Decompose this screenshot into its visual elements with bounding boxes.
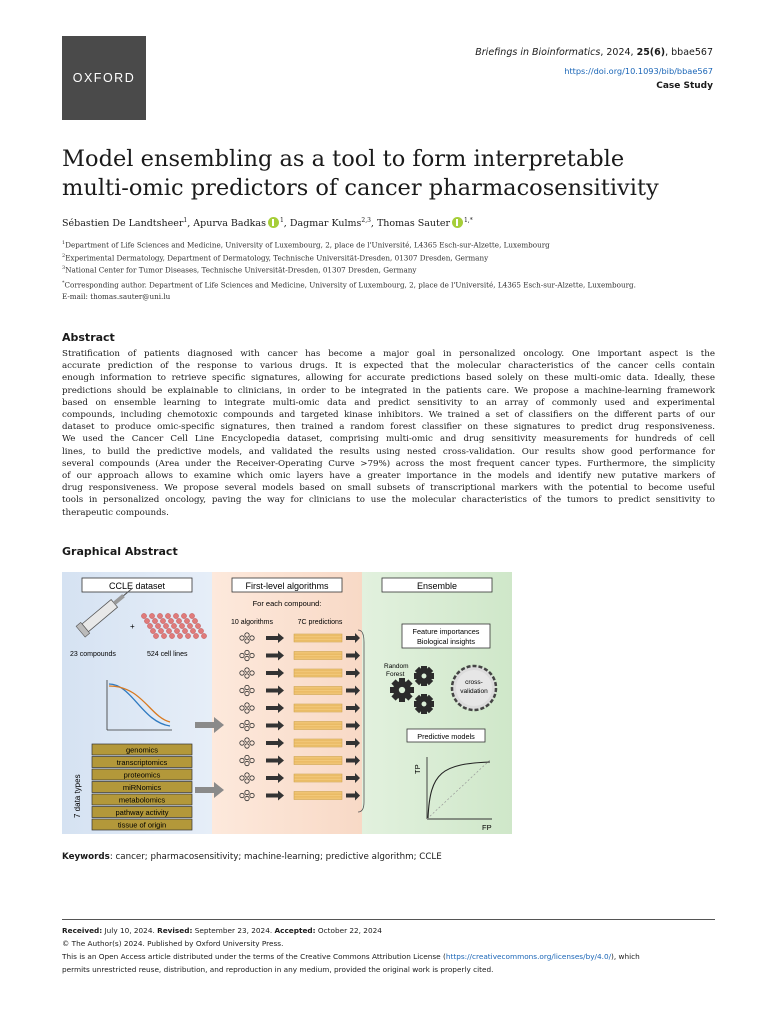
- received-label: Received:: [62, 926, 103, 935]
- abstract-line: compounds, including chemotoxic compounds and targeted kinase inhibitors. We trained a set of classifiers on the different parts of our: [62, 410, 715, 421]
- plate-well: [176, 618, 181, 623]
- author[interactable]: [62, 218, 193, 229]
- abstract-line: accurate prediction of the response to various drugs. It is expected that the molecular characteristics of the cancer cells contain: [62, 361, 715, 372]
- graphical-abstract-figure: [62, 572, 512, 834]
- author-sup: 1: [183, 217, 188, 224]
- footer-divider: [62, 919, 715, 920]
- data-type-label: pathway activity: [115, 807, 169, 817]
- plate-well: [174, 628, 179, 633]
- dates-line: [62, 926, 382, 935]
- orcid-icon[interactable]: [452, 217, 463, 228]
- plus-sign: +: [130, 622, 135, 631]
- panel1-title: CCLE dataset: [108, 581, 166, 591]
- cell-lines-label: 524 cell lines: [147, 651, 188, 658]
- data-type-label: transcriptomics: [116, 757, 168, 767]
- plate-well: [153, 633, 158, 638]
- plate-well: [152, 618, 157, 623]
- random-forest-label-1: Random: [384, 663, 409, 670]
- plate-well: [173, 613, 178, 618]
- abstract-line: enough information to retrieve specific signatures, allowing for accurate predictions based solely on these multi-omic data. Ideally, these: [62, 373, 715, 384]
- plate-well: [201, 633, 206, 638]
- plate-well: [181, 613, 186, 618]
- plate-well: [189, 613, 194, 618]
- abstract-heading: Abstract: [62, 331, 115, 344]
- abstract-line: predictions should be explainable to clinicians, in order to be integrated in the patients care. We propose a machine-learning framework: [62, 385, 715, 396]
- plate-well: [185, 633, 190, 638]
- data-type-label: tissue of origin: [117, 820, 167, 830]
- plate-well: [155, 623, 160, 628]
- plate-well: [157, 613, 162, 618]
- abstract-line: of our approach allows to examine which omic layers have a greater importance in the models and identify new putative markers of: [62, 471, 715, 482]
- license-line-1: [62, 952, 640, 961]
- affiliation-3: [62, 265, 416, 274]
- article-title: [62, 145, 722, 203]
- plate-well: [179, 623, 184, 628]
- panel2-title: First-level algorithms: [245, 581, 329, 591]
- title-line-2: multi-omic predictors of cancer pharmacosensitivity: [62, 175, 659, 201]
- abstract-line: based on ensemble learning to integrate multi-omic data and predict sensitivity to an array of commonly used and experimental: [62, 397, 715, 408]
- tp-label: TP: [413, 764, 422, 774]
- author-name: Sébastien De Landtsheer: [62, 218, 184, 230]
- plate-well: [190, 628, 195, 633]
- plate-well: [158, 628, 163, 633]
- abstract-line: Stratification of patients diagnosed with cancer has become a major goal in personalized oncology. One important aspect is the: [62, 349, 715, 359]
- oxford-logo: [62, 36, 146, 120]
- abstract-line: dataset to produce omic-specific signatures, then trained a random forest classifier on these signatures to predict drug responsiveness.: [62, 422, 715, 433]
- author-list: [62, 217, 473, 229]
- doi-link[interactable]: https://doi.org/10.1093/bib/bbae567: [564, 66, 713, 76]
- data-type-label: miRNomics: [122, 782, 162, 792]
- affiliation-sup: 1: [62, 240, 66, 246]
- plate-well: [160, 618, 165, 623]
- correspondence-sup: *: [62, 280, 65, 286]
- graphical-abstract-heading: Graphical Abstract: [62, 545, 178, 558]
- keywords-text: : cancer; pharmacosensitivity; machine-learning; predictive algorithm; CCLE: [109, 852, 442, 862]
- affiliation-text: Department of Life Sciences and Medicine, University of Luxembourg, 2, place de l'Université, L4365 Esch-sur-Alzette, Luxembourg: [65, 240, 550, 250]
- for-each-label: For each compound:: [252, 599, 322, 608]
- email[interactable]: E-mail: thomas.sauter@uni.lu: [62, 292, 171, 301]
- data-types-label: 7 data types: [73, 774, 82, 818]
- abstract-line: lines, to build the predictive models, and validated the results using nested cross-validation. Our results show good performance for: [62, 446, 715, 457]
- plate-well: [144, 618, 149, 623]
- author-name: Thomas Sauter: [376, 218, 450, 230]
- plate-well: [161, 633, 166, 638]
- journal-citation: [475, 47, 713, 58]
- plate-well: [177, 633, 182, 638]
- orcid-icon[interactable]: [268, 217, 279, 228]
- copyright: © The Author(s) 2024. Published by Oxford University Press.: [62, 939, 284, 948]
- abstract-line: several compounds (Area under the Receiver-Operating Curve >79%) across the most frequent cancer types. Furthermore, the simplicity: [62, 458, 715, 469]
- author-name: Apurva Badkas: [193, 218, 266, 230]
- plate-well: [149, 613, 154, 618]
- author[interactable]: [290, 218, 377, 229]
- keywords: [62, 852, 442, 862]
- abstract-line: therapeutic compounds.: [62, 507, 169, 518]
- author-sup: 1,*: [463, 217, 473, 224]
- revised-date: September 23, 2024.: [192, 926, 275, 935]
- abstract-body: [62, 348, 715, 519]
- author[interactable]: [377, 218, 473, 229]
- received-date: July 10, 2024.: [102, 926, 158, 935]
- plate-well: [163, 623, 168, 628]
- predictive-models-label: Predictive models: [417, 732, 475, 741]
- data-type-label: metabolomics: [118, 795, 166, 805]
- article-type: Case Study: [656, 81, 713, 91]
- affiliation-2: [62, 253, 488, 262]
- plate-well: [150, 628, 155, 633]
- logo-text: OXFORD: [72, 71, 136, 85]
- author[interactable]: [193, 218, 290, 229]
- journal-year: , 2024,: [600, 47, 637, 58]
- affiliation-sup: 3: [62, 265, 66, 271]
- plate-well: [198, 628, 203, 633]
- correspondence-text: Corresponding author. Department of Life Sciences and Medicine, University of Luxembourg, 2, place de l'Université, L4365 Esch-sur-Alzette, Luxembourg.: [64, 280, 636, 290]
- author-separator: ,: [187, 218, 194, 230]
- abstract-line: We used the Cancer Cell Line Encyclopedia dataset, comprising multi-omic and drug sensitivity measurements for hundreds of cell: [62, 434, 715, 445]
- affiliation-sup: 2: [62, 253, 66, 259]
- abstract-line: drug responsiveness. We propose several models based on small subsets of transcriptional markers with the potential to become useful: [62, 483, 715, 494]
- accepted-label: Accepted:: [274, 926, 316, 935]
- journal-volume: 25(6): [636, 47, 666, 58]
- license-text: This is an Open Access article distributed under the terms of the Creative Commons Attribution License (: [62, 952, 446, 961]
- plate-well: [171, 623, 176, 628]
- random-forest-label-2: Forest: [386, 671, 405, 678]
- algorithms-label: 10 algorithms: [230, 619, 274, 626]
- plate-well: [141, 613, 146, 618]
- biological-insights-label: Biological insights: [416, 637, 476, 646]
- correspondence: [62, 280, 636, 289]
- plate-well: [169, 633, 174, 638]
- plate-well: [195, 623, 200, 628]
- license-line-2: permits unrestricted reuse, distribution, and reproduction in any medium, provided the original work is properly cited.: [62, 965, 494, 974]
- plate-well: [193, 633, 198, 638]
- data-type-label: proteomics: [123, 770, 161, 780]
- plate-well: [168, 618, 173, 623]
- abstract-line: tools in personalized oncology, paving the way for clinicians to use the molecular characteristics of the tumors to predict sensitivity to: [62, 495, 715, 506]
- plate-well: [182, 628, 187, 633]
- plate-well: [192, 618, 197, 623]
- omics-stack: [92, 744, 192, 830]
- license-link[interactable]: https://creativecommons.org/licenses/by/4.0/: [445, 952, 612, 961]
- affiliation-text: National Center for Tumor Diseases, Technische Universität-Dresden, 01307 Dresden, Germany: [65, 265, 417, 275]
- affiliation-1: [62, 240, 550, 249]
- plate-well: [147, 623, 152, 628]
- title-line-1: Model ensembling as a tool to form interpretable: [62, 146, 625, 172]
- cross-validation-label-2: validation: [460, 688, 488, 695]
- compounds-label: 23 compounds: [70, 651, 116, 658]
- plate-well: [187, 623, 192, 628]
- author-name: Dagmar Kulms: [289, 218, 362, 230]
- cross-validation-label-1: cross-: [465, 679, 483, 686]
- accepted-date: October 22, 2024: [315, 926, 382, 935]
- revised-label: Revised:: [157, 926, 193, 935]
- plate-well: [165, 613, 170, 618]
- license-text-end: ), which: [611, 952, 640, 961]
- panel3-title: Ensemble: [416, 581, 458, 591]
- feature-importances-label: Feature importances: [412, 627, 480, 636]
- data-type-label: genomics: [125, 745, 159, 755]
- predictions-label: 7C predictions: [297, 619, 343, 626]
- author-separator: ,: [283, 218, 290, 230]
- keywords-label: Keywords: [62, 852, 110, 862]
- journal-name: Briefings in Bioinformatics: [475, 47, 601, 58]
- plate-well: [184, 618, 189, 623]
- author-sup: 2,3: [361, 217, 371, 224]
- affiliation-text: Experimental Dermatology, Department of Dermatology, Technische Universität-Dresden, 01307 Dresden, Germany: [65, 253, 489, 263]
- author-sup: 1: [279, 217, 284, 224]
- article-id: , bbae567: [665, 47, 713, 58]
- author-separator: ,: [370, 218, 377, 230]
- plate-well: [166, 628, 171, 633]
- fp-label: FP: [482, 823, 492, 832]
